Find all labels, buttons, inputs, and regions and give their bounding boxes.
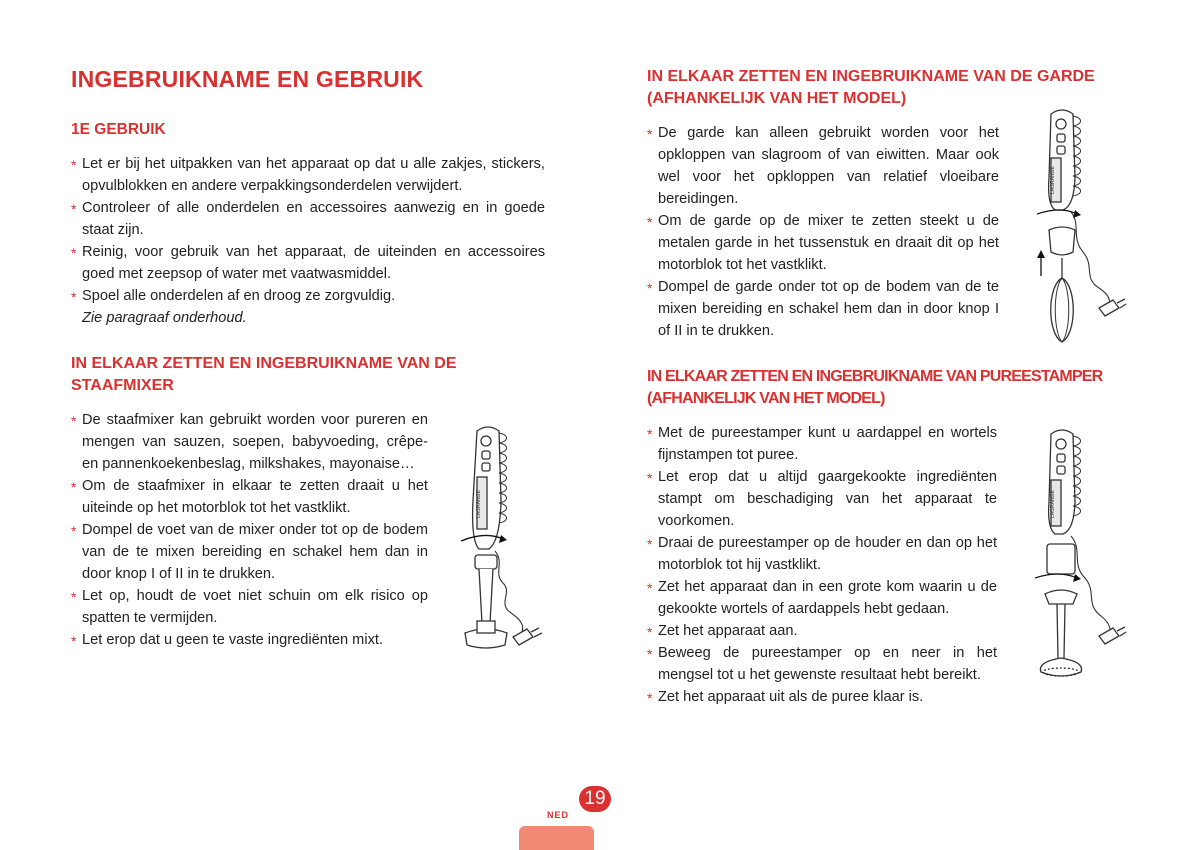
left-column — [71, 66, 549, 651]
list-item: * Dompel de garde onder tot op de bodem van de te mixen bereiding en schakel hem dan in door knop I of II in te drukken. — [647, 276, 999, 342]
pureestamper-illustration — [1027, 426, 1127, 686]
list-item: * Zet het apparaat aan. — [647, 620, 997, 642]
language-tab — [519, 826, 594, 850]
list-item: * De staafmixer kan gebruikt worden voor pureren en mengen van sauzen, soepen, babyvoeding, crêpe- en pannenkoekenbeslag, milkshakes, mayonaise… — [71, 409, 428, 475]
page-title: INGEBRUIKNAME EN GEBRUIK — [71, 66, 424, 92]
pureestamper-section — [647, 366, 1127, 708]
list-item: * Dompel de voet van de mixer onder tot op de bodem van de te mixen bereiding en schakel hem dan in door knop I of II in te drukken. — [71, 519, 428, 585]
brand-label: LAGRANGE — [476, 490, 482, 518]
list-item: * Controleer of alle onderdelen en accessoires aanwezig en in goede staat zijn. — [71, 197, 545, 241]
list-item: * Let erop dat u geen te vaste ingrediënten mixt. — [71, 629, 428, 651]
garde-illustration — [1037, 106, 1127, 352]
staafmixer-list — [71, 409, 428, 651]
maintenance-note: Zie paragraaf onderhoud. — [82, 310, 247, 326]
list-item: * Om de garde op de mixer te zetten steekt u de metalen garde in het tussenstuk en draait dit op het motorblok tot het vastklikt. — [647, 210, 999, 276]
list-item: * De garde kan alleen gebruikt worden voor het opkloppen van slagroom of van eiwitten. Maar ook wel voor het opkloppen van relatief vloeibare bereidingen. — [647, 122, 999, 210]
first-use-heading: 1E GEBRUIK — [71, 121, 166, 138]
list-item: * Om de staafmixer in elkaar te zetten draait u het uiteinde op het motorblok tot het vastklikt. — [71, 475, 428, 519]
staafmixer-section — [71, 353, 549, 651]
list-item: * Reinig, voor gebruik van het apparaat, de uiteinden en accessoires goed met zeepsop of water met vaatwasmiddel. — [71, 241, 545, 285]
first-use-section — [71, 119, 545, 329]
garde-list — [647, 122, 999, 342]
list-item: * Let op, houdt de voet niet schuin om elk risico op spatten te vermijden. — [71, 585, 428, 629]
pureestamper-list — [647, 422, 997, 708]
garde-heading: IN ELKAAR ZETTEN EN INGEBRUIKNAME VAN DE GARDE (AFHANKELIJK VAN HET MODEL) — [647, 68, 1095, 107]
list-item: * Spoel alle onderdelen af en droog ze zorgvuldig. — [71, 285, 545, 307]
staafmixer-illustration — [455, 423, 551, 655]
list-item: * Let er bij het uitpakken van het apparaat op dat u alle zakjes, stickers, opvulblokken en andere verpakkingsonderdelen verwijdert. — [71, 153, 545, 197]
brand-label: LAGRANGE — [1050, 490, 1056, 518]
right-column — [647, 66, 1127, 708]
list-item: * Draai de pureestamper op de houder en dan op het motorblok tot hij vastklikt. — [647, 532, 997, 576]
pureestamper-heading: IN ELKAAR ZETTEN EN INGEBRUIKNAME VAN PUREESTAMPER (AFHANKELIJK VAN HET MODEL) — [647, 368, 1103, 407]
garde-section — [647, 66, 1127, 342]
brand-label: LAGRANGE — [1050, 166, 1056, 194]
language-label: NED — [546, 810, 569, 820]
staafmixer-heading: IN ELKAAR ZETTEN EN INGEBRUIKNAME VAN DE STAAFMIXER — [71, 355, 457, 394]
list-item: * Zet het apparaat uit als de puree klaar is. — [647, 686, 997, 708]
page-number: 19 — [579, 786, 611, 812]
list-item: * Beweeg de pureestamper op en neer in het mengsel tot u het gewenste resultaat hebt bereikt. — [647, 642, 997, 686]
list-item: * Zet het apparaat dan in een grote kom waarin u de gekookte wortels of aardappels hebt gedaan. — [647, 576, 997, 620]
list-item: * Met de pureestamper kunt u aardappel en wortels fijnstampen tot puree. — [647, 422, 997, 466]
list-item: * Let erop dat u altijd gaargekookte ingrediënten stampt om beschadiging van het apparaat te voorkomen. — [647, 466, 997, 532]
first-use-list — [71, 153, 545, 307]
